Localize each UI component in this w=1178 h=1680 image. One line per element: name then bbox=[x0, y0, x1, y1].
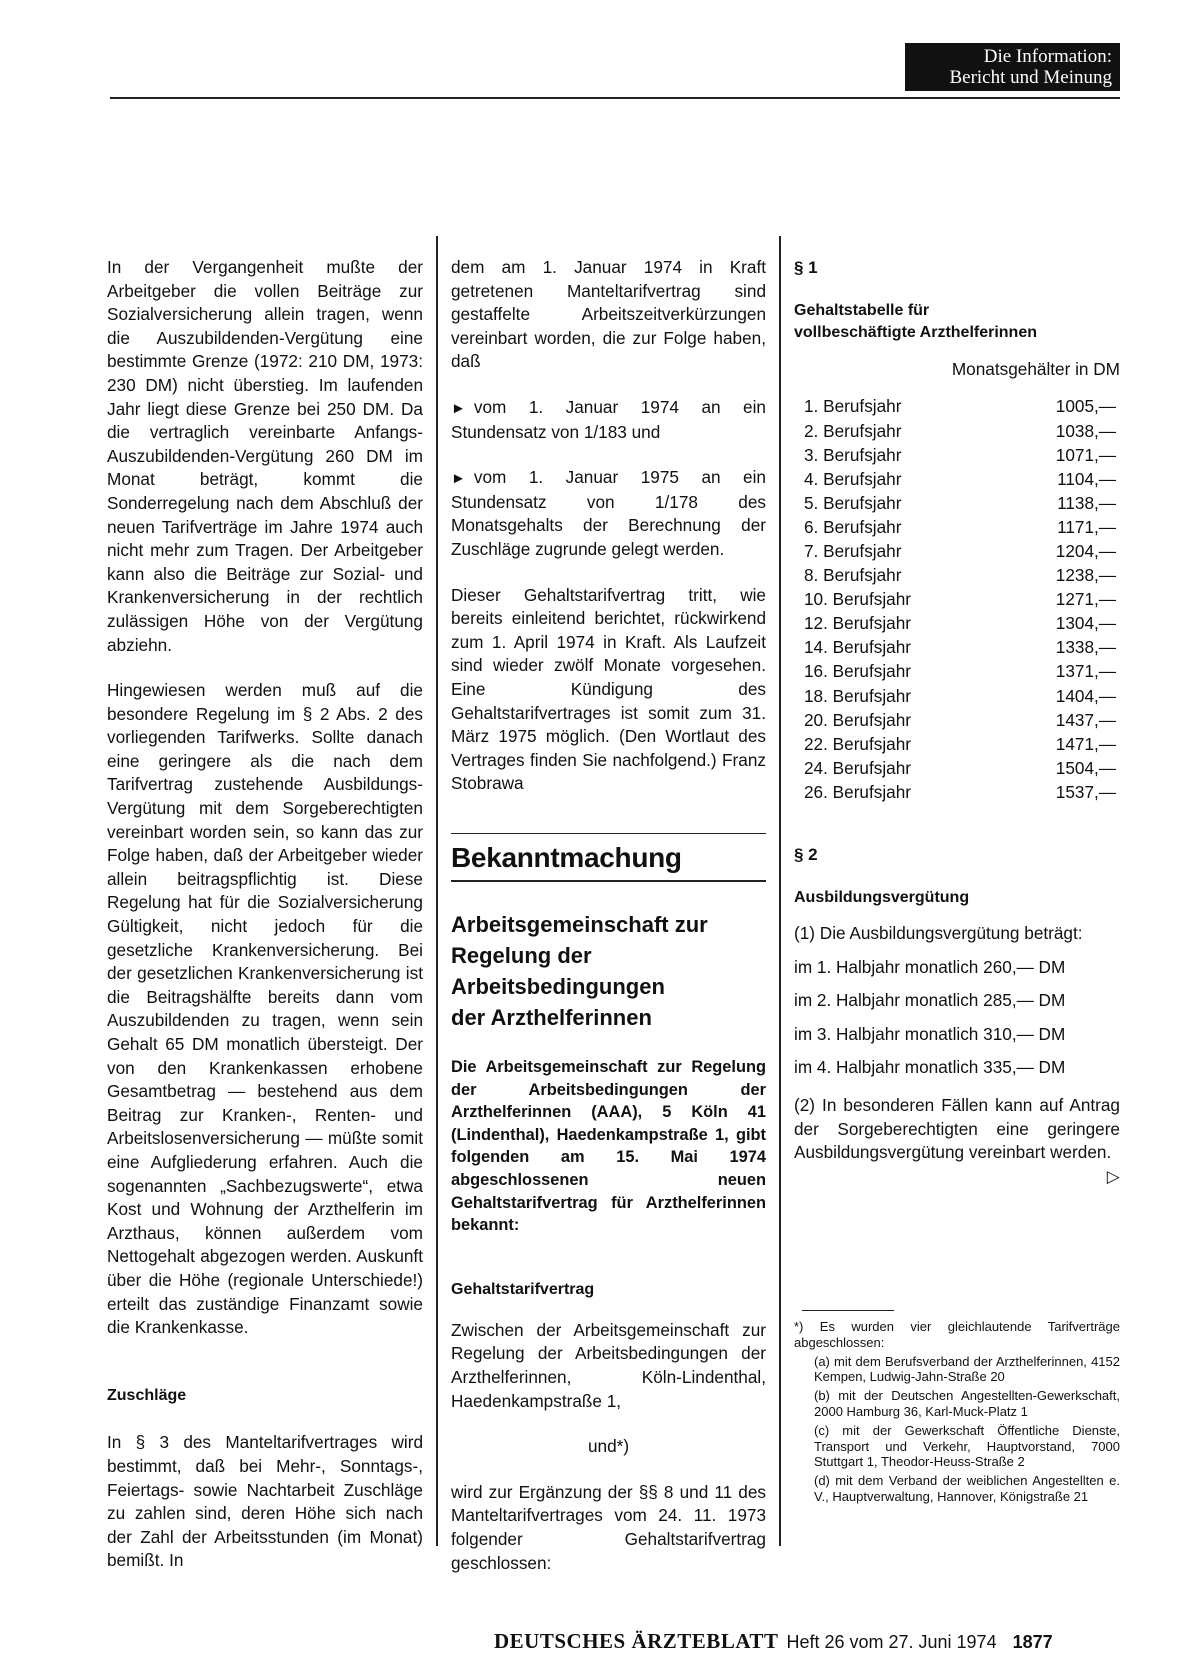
halbjahr-item: im 3. Halbjahr monatlich 310,— DM bbox=[794, 1023, 1066, 1044]
heading-zuschlaege: Zuschläge bbox=[107, 1386, 187, 1404]
paragraph-regelung: Hingewiesen werden muß auf die besondere Regelung im § 2 Abs. 2 des vorliegenden Tarifwerks. Sollte danach eine geringere als die nach dem Tarifvertrag zustehende Ausbildungs-Vergütung mit dem Sorgeberechtigten vereinbart worden sein, so kann das zur Folge haben, daß der Arbeitgeber wieder allein beitragspflichtig ist. Diese Regelung hat für die Sozialversicherung Gültigkeit, nicht jedoch für die gesetzliche Krankenversicherung. Bei der gesetzlichen Krankenversicherung ist die Beitragshälfte bereits dann vom Auszubildenden zu tragen, wenn sein Gehalt 65 DM monatlich übersteigt. Der von den Krankenkassen erhobene Gesamtbetrag — bestehend aus dem Beitrag zur Kranken-, Renten- und Arbeitslosenversicherung — müßte somit eine Aufgliederung erfahren. Auch die sogenannten „Sachbezugswerte“, etwa Kost und Wohnung der Arzthelferin im Arzthaus, können außerdem vom Nettogehalt abgezogen werden. Auskunft über die Höhe (regionale Unterschiede!) erteilt das zuständige Finanzamt sowie die Krankenkasse. bbox=[107, 680, 423, 1338]
column-divider-left bbox=[436, 236, 438, 1546]
arrow-bullet-icon: ► bbox=[451, 470, 466, 488]
continue-arrow-icon: ▷ bbox=[1106, 1165, 1120, 1186]
salary-amount: 1204,— bbox=[1055, 541, 1116, 561]
paragraph-verguetung-intro: (1) Die Ausbildungsvergütung beträgt: bbox=[794, 922, 1083, 943]
salary-year: 12. Berufsjahr bbox=[804, 613, 912, 634]
salary-year: 18. Berufsjahr bbox=[804, 685, 912, 706]
header-rule bbox=[110, 97, 1120, 99]
paragraph-ergaenzung: wird zur Ergänzung der §§ 8 und 11 des Manteltarifvertrages vom 24. 11. 1973 folgender Gehaltstarifvertrag geschlossen: bbox=[451, 1481, 766, 1573]
paragraph-zwischen: Zwischen der Arbeitsgemeinschaft zur Regelung der Arbeitsbedingungen der Arzthelferinnen, Köln-Lindenthal, Haedenkampstraße 1, bbox=[451, 1319, 766, 1411]
salary-amount: 1005,— bbox=[1055, 396, 1116, 417]
salary-year: 26. Berufsjahr bbox=[804, 781, 912, 802]
bekanntmachung-block bbox=[451, 833, 766, 1575]
salary-amount: 1471,— bbox=[1055, 733, 1116, 754]
heading-gehaltstarifvertrag: Gehaltstarifvertrag bbox=[451, 1280, 595, 1298]
salary-row bbox=[794, 757, 1116, 781]
salary-row bbox=[794, 588, 1116, 612]
salary-row bbox=[794, 443, 1116, 467]
salary-row bbox=[794, 540, 1116, 564]
salary-amount: 1371,— bbox=[1055, 661, 1116, 682]
heading-ausbildungsverguetung: Ausbildungsvergütung bbox=[794, 889, 970, 907]
halbjahr-item: im 1. Halbjahr monatlich 260,— DM bbox=[794, 956, 1066, 977]
salary-amount: 1404,— bbox=[1055, 685, 1116, 706]
footnote-rule bbox=[802, 1310, 894, 1311]
heading-line: vollbeschäftigte Arzthelferinnen bbox=[794, 323, 1037, 341]
salary-year: 2. Berufsjahr bbox=[804, 420, 902, 441]
salary-year: 3. Berufsjahr bbox=[804, 444, 902, 465]
salary-year: 7. Berufsjahr bbox=[804, 541, 902, 561]
footnote-item: (c) mit der Gewerkschaft Öffentliche Dienste, Transport und Verkehr, Hauptvorstand, 7000 Stuttgart 1, Theodor-Heuss-Straße 2 bbox=[814, 1422, 1120, 1470]
salary-year: 5. Berufsjahr bbox=[804, 492, 902, 513]
salary-amount: 1238,— bbox=[1055, 565, 1116, 586]
column-1 bbox=[107, 256, 423, 1573]
paragraph-manteltarif: dem am 1. Januar 1974 in Kraft getretenen Manteltarifvertrag sind gestaffelte Arbeitszeitverkürzungen vereinbart worden, die zur Folge haben, daß bbox=[451, 257, 766, 372]
paragraph-besondere-faelle bbox=[794, 1094, 1120, 1186]
salary-amount: 1071,— bbox=[1055, 444, 1116, 465]
salary-row bbox=[794, 419, 1116, 443]
salary-table bbox=[794, 395, 1116, 805]
paragraph-sign-2: § 2 bbox=[794, 844, 818, 864]
paragraph-zuschlaege: In § 3 des Manteltarifvertrages wird bestimmt, daß bei Mehr-, Sonntags-, Feiertags- sowie Nachtarbeit Zuschläge zu zahlen sind, deren Höhe sich nach der Zahl der Arbeitsstunden (im Monat) bemißt. In bbox=[107, 1432, 423, 1571]
salary-year: 24. Berufsjahr bbox=[804, 757, 912, 778]
subtitle-line: Regelung der bbox=[451, 943, 592, 968]
paragraph-sign-1: § 1 bbox=[794, 258, 818, 277]
heading-line: Gehaltstabelle für bbox=[794, 301, 930, 319]
salary-amount: 1104,— bbox=[1057, 468, 1116, 489]
table-caption: Monatsgehälter in DM bbox=[951, 358, 1120, 379]
journal-name: DEUTSCHES ÄRZTEBLATT bbox=[494, 1629, 779, 1653]
salary-amount: 1504,— bbox=[1055, 757, 1116, 778]
salary-year: 16. Berufsjahr bbox=[804, 661, 912, 682]
footnote-item: (d) mit dem Verband der weiblichen Angestellten e. V., Hauptverwaltung, Hannover, Königstraße 21 bbox=[814, 1473, 1120, 1504]
salary-row bbox=[794, 395, 1116, 419]
subtitle-line: Arbeitsbedingungen bbox=[451, 974, 665, 999]
salary-year: 14. Berufsjahr bbox=[804, 637, 912, 658]
lead-paragraph: Die Arbeitsgemeinschaft zur Regelung der Arbeitsbedingungen der Arzthelferinnen (AAA), 5 Köln 41 (Lindenthal), Haedenkampstraße 1, gibt folgenden am 15. Mai 1974 abgeschlossenen neuen Gehaltstarifvertrag für Arzthelferinnen bekannt: bbox=[451, 1058, 766, 1235]
salary-amount: 1271,— bbox=[1055, 589, 1116, 610]
arrow-bullet-icon: ► bbox=[451, 399, 466, 417]
heading-gehaltstabelle bbox=[794, 300, 1120, 344]
salary-amount: 1537,— bbox=[1055, 781, 1116, 802]
section-label-line2: Bericht und Meinung bbox=[949, 67, 1112, 88]
column-divider-right bbox=[779, 236, 781, 1546]
column-2 bbox=[451, 256, 766, 796]
salary-year: 20. Berufsjahr bbox=[804, 709, 912, 730]
und-line: und*) bbox=[587, 1436, 630, 1457]
salary-amount: 1171,— bbox=[1057, 516, 1116, 537]
paragraph-laufzeit: Dieser Gehaltstarifvertrag tritt, wie bereits einleitend berichtet, rückwirkend zum 1. April 1974 in Kraft. Als Laufzeit sind wieder zwölf Monate vorgesehen. Eine Kündigung des Gehaltstarifvertrages ist somit zum 31. März 1975 möglich. (Den Wortlaut des Vertrages finden Sie nachfolgend.) Franz Stobrawa bbox=[451, 584, 766, 794]
footnote-intro: *) Es wurden vier gleichlautende Tarifverträge abgeschlossen: bbox=[794, 1319, 1120, 1350]
salary-row bbox=[794, 636, 1116, 660]
salary-row bbox=[794, 733, 1116, 757]
salary-row bbox=[794, 516, 1116, 540]
footnote-item: (a) mit dem Berufsverband der Arzthelferinnen, 4152 Kempen, Ludwig-Jahn-Straße 20 bbox=[814, 1353, 1120, 1385]
section-label-line1: Die Information: bbox=[983, 46, 1112, 67]
bekanntmachung-top-rule bbox=[451, 833, 766, 834]
salary-row bbox=[794, 660, 1116, 684]
halbjahr-item: im 4. Halbjahr monatlich 335,— DM bbox=[794, 1057, 1066, 1078]
page-number: 1877 bbox=[1012, 1632, 1053, 1652]
salary-year: 8. Berufsjahr bbox=[804, 565, 902, 586]
salary-year: 6. Berufsjahr bbox=[804, 516, 902, 537]
footnote-item: (b) mit der Deutschen Angestellten-Gewerkschaft, 2000 Hamburg 36, Karl-Muck-Platz 1 bbox=[814, 1388, 1120, 1419]
salary-amount: 1338,— bbox=[1055, 637, 1116, 658]
subtitle-line: Arbeitsgemeinschaft zur bbox=[451, 912, 708, 937]
section-badge bbox=[905, 43, 1120, 91]
contract-intro bbox=[451, 1319, 766, 1575]
subtitle-line: der Arzthelferinnen bbox=[451, 1005, 652, 1030]
salary-year: 1. Berufsjahr bbox=[804, 396, 902, 417]
bekanntmachung-title: Bekanntmachung bbox=[451, 842, 682, 873]
halbjahr-item: im 2. Halbjahr monatlich 285,— DM bbox=[794, 990, 1066, 1011]
salary-row bbox=[794, 467, 1116, 491]
salary-amount: 1038,— bbox=[1055, 420, 1116, 441]
salary-amount: 1304,— bbox=[1055, 613, 1116, 634]
bullet-text: vom 1. Januar 1974 an ein Stundensatz von 1/183 und bbox=[451, 396, 766, 442]
salary-row bbox=[794, 684, 1116, 708]
bullet-text: vom 1. Januar 1975 an ein Stundensatz von 1/178 des Monatsgehalts der Berechnung der Zuschläge zugrunde gelegt werden. bbox=[451, 467, 766, 559]
bekanntmachung-bottom-rule bbox=[451, 880, 766, 882]
bullet-item-1975 bbox=[451, 466, 766, 561]
column-3 bbox=[794, 256, 1120, 1188]
salary-year: 22. Berufsjahr bbox=[804, 733, 912, 754]
footer bbox=[494, 1629, 1120, 1654]
salary-amount: 1437,— bbox=[1055, 709, 1116, 730]
footnotes bbox=[794, 1310, 1120, 1508]
intro-paragraph: In der Vergangenheit mußte der Arbeitgeber die vollen Beiträge zur Sozialversicherung allein tragen, wenn die Auszubildenden-Vergütung eine bestimmte Grenze (1972: 210 DM, 1973: 230 DM) nicht überstieg. Im laufenden Jahr liegt diese Grenze bei 250 DM. Da die vertraglich vereinbarte Anfangs-Auszubildenden-Vergütung 260 DM im Monat beträgt, kommt die Sonderregelung nach dem Abschluß der neuen Tarifverträge im Jahre 1974 auch nicht mehr zum Tragen. Der Arbeitgeber kann also die Beiträge zur Sozial- und Krankenversicherung in der rechtlich zulässigen Höhe von der Vergütung abziehn. bbox=[107, 257, 423, 655]
bekanntmachung-subtitle bbox=[451, 909, 766, 1033]
paragraph-text: (2) In besonderen Fällen kann auf Antrag der Sorgeberechtigten eine geringere Ausbildungsvergütung vereinbart werden. bbox=[794, 1094, 1120, 1163]
salary-row bbox=[794, 492, 1116, 516]
salary-row bbox=[794, 781, 1116, 805]
bullet-item-1974 bbox=[451, 396, 766, 444]
halbjahr-list bbox=[794, 956, 1120, 1080]
salary-amount: 1138,— bbox=[1057, 492, 1116, 513]
salary-row bbox=[794, 708, 1116, 732]
salary-year: 10. Berufsjahr bbox=[804, 589, 912, 610]
salary-row bbox=[794, 612, 1116, 636]
issue-info: Heft 26 vom 27. Juni 1974 bbox=[786, 1632, 997, 1652]
salary-row bbox=[794, 564, 1116, 588]
salary-year: 4. Berufsjahr bbox=[804, 468, 902, 489]
